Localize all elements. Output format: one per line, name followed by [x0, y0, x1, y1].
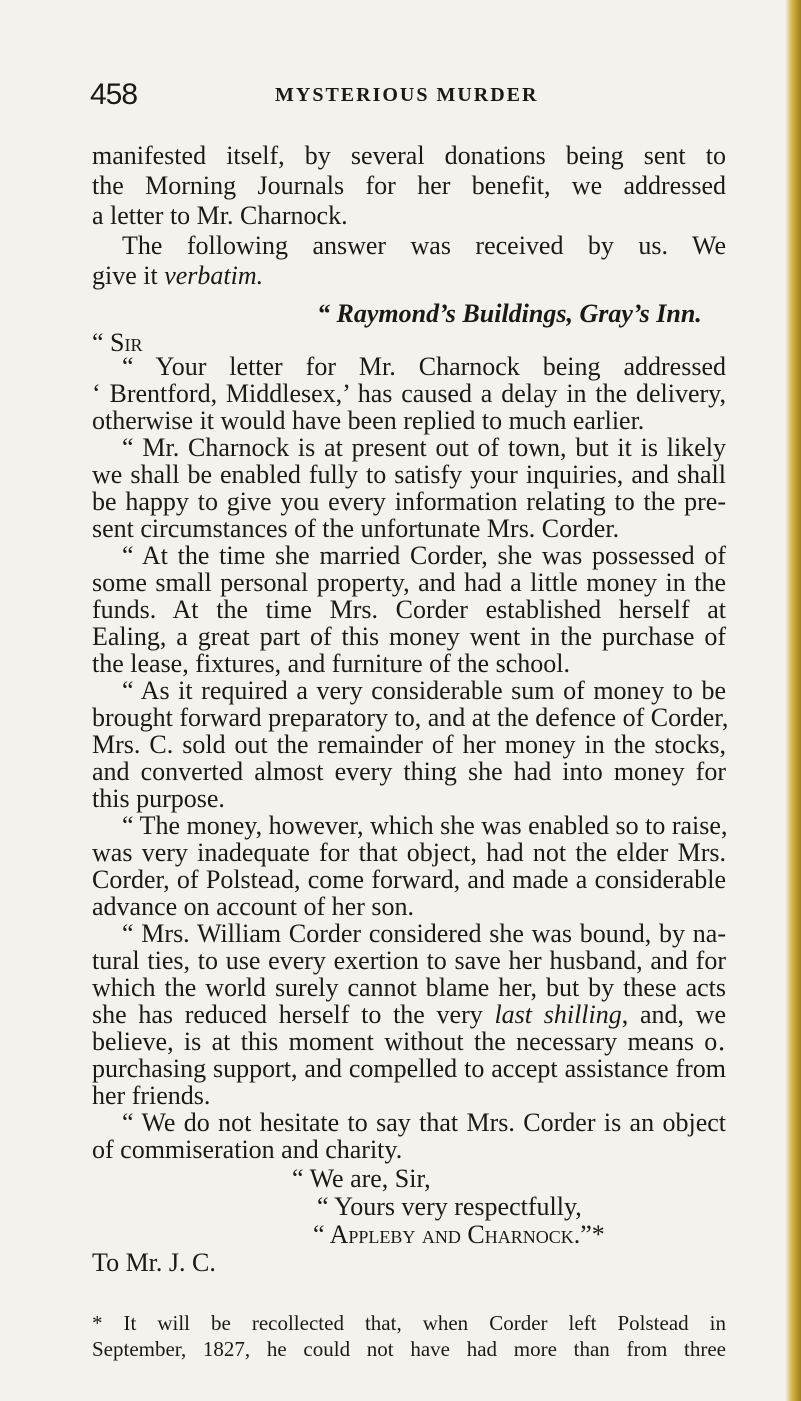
letter-line: “ At the time she married Corder, she was possessed of	[122, 541, 726, 570]
letter-line: of commiseration and charity.	[92, 1135, 403, 1164]
letter-recipient: To Mr. J. C.	[92, 1248, 216, 1277]
running-head: MYSTERIOUS MURDER	[275, 84, 539, 106]
letter-line: Ealing, a great part of this money went in the purchase of	[92, 622, 726, 651]
letter-line: which the world surely cannot blame her, but by these acts	[92, 973, 726, 1002]
letter-line: Corder, of Polstead, come forward, and made a considerable	[92, 865, 726, 894]
letter-line: was very inadequate for that object, had not the elder Mrs.	[92, 838, 726, 867]
letter-line: and converted almost every thing she had into money for	[92, 757, 726, 786]
letter-line: her friends.	[92, 1081, 211, 1110]
letter-line: “ Mrs. William Corder considered she was bound, by na-	[122, 919, 726, 948]
letter-line: “ Mr. Charnock is at present out of town, but it is likely	[122, 433, 726, 462]
letter-line: we shall be enabled fully to satisfy your inquiries, and shall	[92, 460, 726, 489]
letter-line: some small personal property, and had a little money in the	[92, 568, 726, 597]
letter-line	[92, 1000, 726, 1030]
footnote-line: * It will be recollected that, when Corder left Polstead in	[92, 1311, 726, 1335]
letter-line: funds. At the time Mrs. Corder established herself at	[92, 595, 726, 624]
letter-line: sent circumstances of the unfortunate Mrs. Corder.	[92, 514, 620, 543]
letter-closing: “ Yours very respectfully,	[317, 1192, 582, 1221]
letter-closing: “ We are, Sir,	[292, 1164, 431, 1193]
letter-line: “ We do not hesitate to say that Mrs. Corder is an object	[122, 1108, 726, 1137]
body-text: , and, we	[621, 1000, 726, 1029]
letter-line: this purpose.	[92, 784, 225, 813]
book-binding-edge	[785, 0, 801, 1401]
letter-line: advance on account of her son.	[92, 892, 414, 921]
footnote-line: September, 1827, he could not have had more than from three	[92, 1337, 726, 1361]
page-number: 458	[90, 78, 138, 111]
letter-line: “ The money, however, which she was enabled so to raise,	[122, 811, 728, 840]
letter-signature: “ Appleby and Charnock.”*	[313, 1220, 605, 1249]
letter-line: believe, is at this moment without the necessary means o․	[92, 1027, 726, 1056]
italic-text: last shilling	[494, 1000, 622, 1029]
page-header	[90, 78, 750, 112]
letter-line: be happy to give you every information relating to the pre-	[92, 487, 726, 516]
letter-line: otherwise it would have been replied to much earlier.	[92, 406, 645, 435]
letter-line: the lease, fixtures, and furniture of the school.	[92, 649, 570, 678]
letter-line: purchasing support, and compelled to accept assistance from	[92, 1054, 726, 1083]
body-line: The following answer was received by us. We	[122, 231, 726, 260]
letter-line: “ Your letter for Mr. Charnock being addressed	[122, 352, 726, 381]
letter-address: “ Raymond’s Buildings, Gray’s Inn.	[317, 299, 702, 328]
letter-line: tural ties, to use every exertion to save her husband, and for	[92, 946, 726, 975]
body-line	[92, 261, 263, 291]
letter-salutation: “ Sir	[92, 328, 143, 357]
letter-line: brought forward preparatory to, and at the defence of Corder,	[92, 703, 729, 732]
body-line: a letter to Mr. Charnock.	[92, 201, 348, 230]
body-line: manifested itself, by several donations being sent to	[92, 141, 726, 170]
body-text: she has reduced herself to the very	[92, 1000, 495, 1029]
letter-line: Mrs. C. sold out the remainder of her money in the stocks,	[92, 730, 726, 759]
body-line: the Morning Journals for her benefit, we addressed	[92, 171, 726, 200]
body-text: give it	[92, 261, 165, 290]
letter-line: “ As it required a very considerable sum of money to be	[122, 676, 726, 705]
italic-text: verbatim.	[164, 261, 264, 290]
letter-line: ‘ Brentford, Middlesex,’ has caused a delay in the delivery,	[92, 379, 726, 408]
